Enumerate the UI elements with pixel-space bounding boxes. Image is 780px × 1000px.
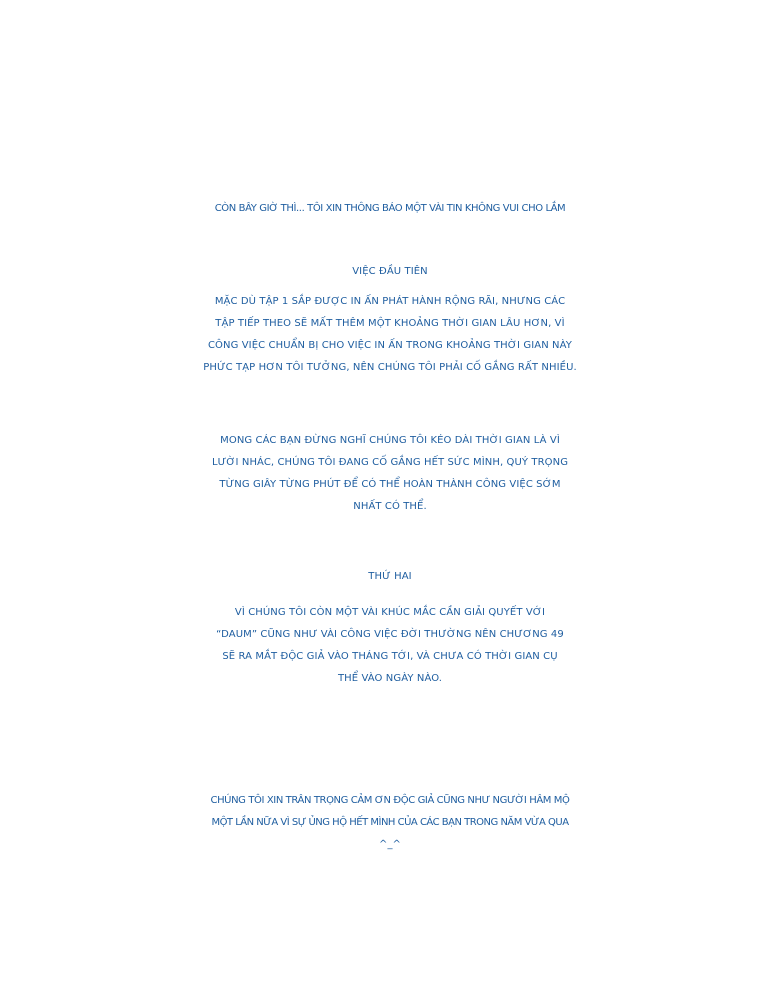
paragraph-line: TỪNG GIÂY TỪNG PHÚT ĐỂ CÓ THỂ HOÀN THÀNH CÔNG VIỆC SỚM [219,479,561,490]
intro-text: CÒN BÂY GIỜ THÌ... TÔI XIN THÔNG BÁO MỘT VÀI TIN KHÔNG VUI CHO LẮM [214,203,566,214]
paragraph-line: CÔNG VIỆC CHUẨN BỊ CHO VIỆC IN ẤN TRONG KHOẢNG THỜI GIAN NÀY [207,340,573,351]
closing-message [0,790,780,856]
paragraph-line: MONG CÁC BẠN ĐỪNG NGHĨ CHÚNG TÔI KÉO DÀI THỜI GIAN LÀ VÌ [220,435,560,446]
closing-emoticon: ^_^ [378,839,402,850]
paragraph-line: “DAUM” CŨNG NHƯ VÀI CÔNG VIỆC ĐỜI THƯỜNG NÊN CHƯƠNG 49 [216,629,564,640]
second-heading [0,566,780,588]
paragraph-line: NHẤT CÓ THỂ. [353,501,427,512]
second-paragraph [0,602,780,690]
paragraph-line: VÌ CHÚNG TÔI CÒN MỘT VÀI KHÚC MẮC CẦN GIẢI QUYẾT VỚI [234,607,546,618]
paragraph-line: SẼ RA MẮT ĐỘC GIẢ VÀO THÁNG TỚI, VÀ CHƯA CÓ THỜI GIAN CỤ [222,651,558,662]
paragraph-line: MẶC DÙ TẬP 1 SẮP ĐƯỢC IN ẤN PHÁT HÀNH RỘNG RÃI, NHƯNG CÁC [214,296,566,307]
paragraph-line: TẬP TIẾP THEO SẼ MẤT THÊM MỘT KHOẢNG THỜI GIAN LÂU HƠN, VÌ [215,318,565,329]
first-heading [0,261,780,283]
first-paragraph-1 [0,291,780,379]
closing-line: CHÚNG TÔI XIN TRÂN TRỌNG CẢM ƠN ĐỘC GIẢ CŨNG NHƯ NGƯỜI HÂM MỘ [210,795,570,806]
closing-line: MỘT LẦN NỮA VÌ SỰ ỦNG HỘ HẾT MÌNH CỦA CÁC BẠN TRONG NĂM VỪA QUA [211,817,569,828]
second-heading-text: THỨ HAI [368,571,412,582]
paragraph-line: THỂ VÀO NGÀY NÀO. [337,673,443,684]
intro-line [0,198,780,220]
paragraph-line: LƯỜI NHÁC, CHÚNG TÔI ĐANG CỐ GẮNG HẾT SỨC MÌNH, QUÝ TRỌNG [211,457,569,468]
first-paragraph-2 [0,430,780,518]
paragraph-line: PHỨC TẠP HƠN TÔI TƯỞNG, NÊN CHÚNG TÔI PHẢI CỐ GẮNG RẤT NHIỀU. [203,362,577,373]
first-heading-text: VIỆC ĐẦU TIÊN [352,266,428,277]
